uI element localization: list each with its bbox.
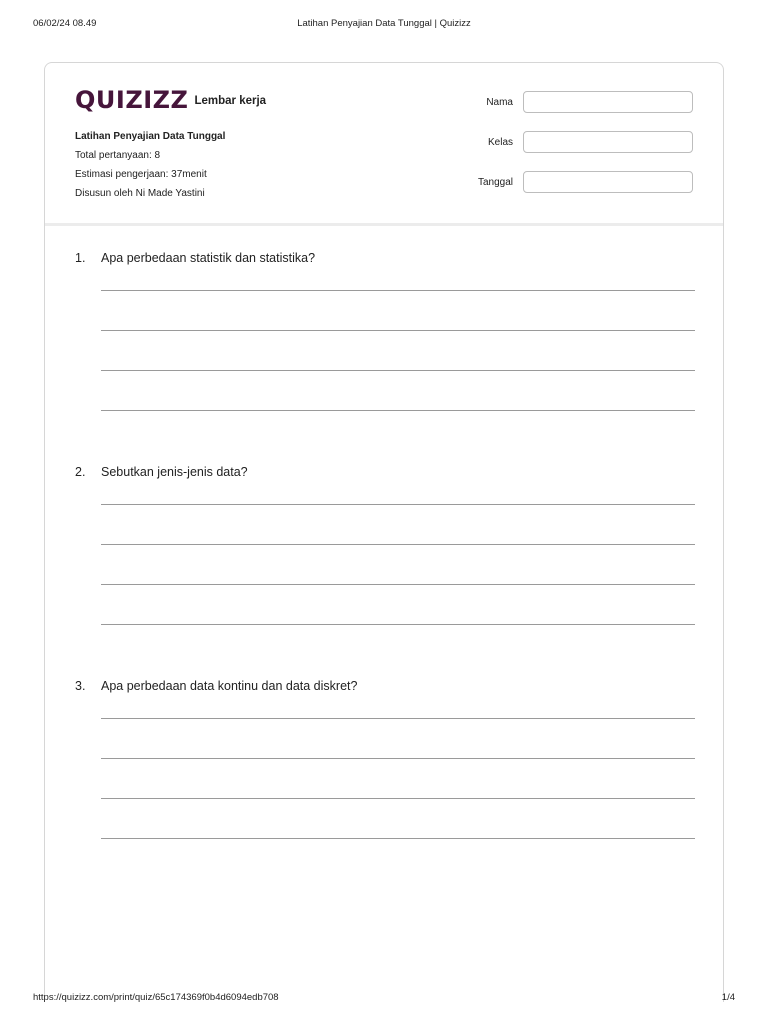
- page-number: 1/4: [721, 992, 735, 1003]
- question-heading: [75, 249, 695, 267]
- student-info-form: [443, 91, 693, 211]
- answer-line: [101, 584, 695, 585]
- worksheet: [44, 62, 724, 1002]
- answer-line: [101, 504, 695, 505]
- quiz-info: [75, 127, 225, 203]
- worksheet-header: [45, 63, 723, 226]
- print-header: [0, 18, 768, 32]
- answer-line: [101, 758, 695, 759]
- total-questions: Total pertanyaan: 8: [75, 150, 161, 161]
- question-text: Apa perbedaan statistik dan statistika?: [101, 251, 316, 265]
- answer-line: [101, 718, 695, 719]
- question-list: [75, 249, 695, 891]
- class-field-row: [443, 131, 693, 155]
- date-input[interactable]: [523, 171, 693, 193]
- answer-line: [101, 544, 695, 545]
- answer-area[interactable]: [101, 718, 695, 878]
- worksheet-label: Lembar kerja: [194, 95, 267, 107]
- question-heading: [75, 463, 695, 481]
- question-text: Sebutkan jenis-jenis data?: [101, 465, 248, 479]
- answer-line: [101, 798, 695, 799]
- class-label: Kelas: [487, 137, 513, 148]
- name-label: Nama: [486, 97, 513, 108]
- answer-line: [101, 410, 695, 411]
- question-number: 3.: [75, 679, 86, 693]
- print-url: https://quizizz.com/print/quiz/65c174369f0b4d6094edb708: [33, 992, 279, 1003]
- quiz-author: Disusun oleh Ni Made Yastini: [75, 188, 205, 199]
- answer-area[interactable]: [101, 504, 695, 664]
- print-date: 06/02/24 08.49: [33, 18, 97, 29]
- name-field-row: [443, 91, 693, 115]
- question-number: 1.: [75, 251, 86, 265]
- quiz-title: Latihan Penyajian Data Tunggal: [75, 131, 226, 142]
- question-number: 2.: [75, 465, 86, 479]
- quizizz-logo: QUIZIZZ: [75, 86, 189, 114]
- answer-line: [101, 838, 695, 839]
- name-input[interactable]: [523, 91, 693, 113]
- question-heading: [75, 677, 695, 695]
- date-field-row: [443, 171, 693, 195]
- answer-line: [101, 370, 695, 371]
- question-item: [75, 249, 695, 463]
- answer-line: [101, 624, 695, 625]
- date-label: Tanggal: [477, 177, 513, 188]
- answer-area[interactable]: [101, 290, 695, 450]
- estimated-time: Estimasi pengerjaan: 37menit: [75, 169, 207, 180]
- question-text: Apa perbedaan data kontinu dan data diskret?: [101, 679, 358, 693]
- question-item: [75, 677, 695, 891]
- answer-line: [101, 290, 695, 291]
- print-title: Latihan Penyajian Data Tunggal | Quizizz: [297, 18, 471, 29]
- question-item: [75, 463, 695, 677]
- class-input[interactable]: [523, 131, 693, 153]
- answer-line: [101, 330, 695, 331]
- brand-row: [75, 87, 266, 113]
- print-footer: [0, 992, 768, 1006]
